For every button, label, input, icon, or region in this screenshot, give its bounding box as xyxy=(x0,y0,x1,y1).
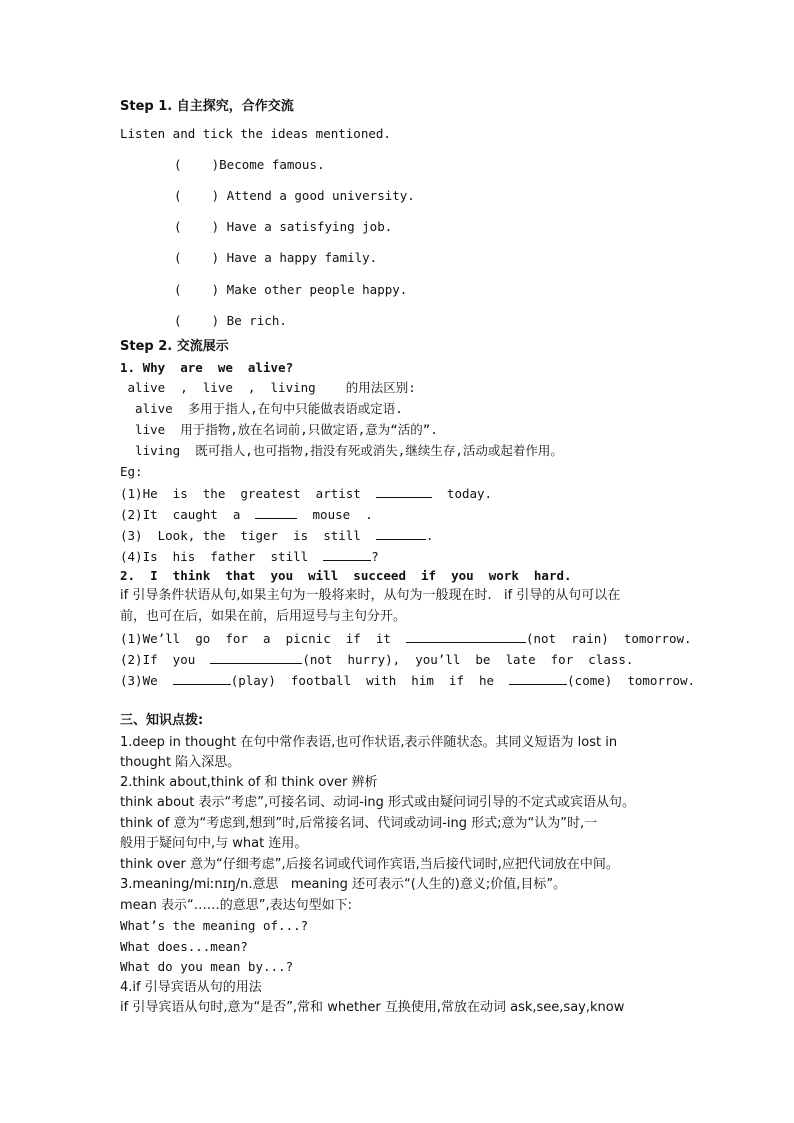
point-2-line-2: think of 意为“考虑到,想到”时,后常接名词、代词或动词-ing 形式;意为“认为”时,一 xyxy=(120,816,598,831)
step2-title: Step 2. 交流展示 xyxy=(120,339,229,354)
point-2-line-4: think over 意为“仔细考虑”,后接名词或代词作宾语,当后接代词时,应把代词放在中间。 xyxy=(120,857,619,872)
option-item: ( ) Have a happy family. xyxy=(174,250,378,265)
point-4-title: 4.if 引导宾语从句的用法 xyxy=(120,980,262,995)
option-item: ( ) Be rich. xyxy=(174,313,287,328)
answer-blank[interactable] xyxy=(210,651,302,664)
point-3-line-3: What’s the meaning of...? xyxy=(120,918,309,933)
exercise-line: (2)It caught a mouse . xyxy=(120,507,373,522)
answer-blank[interactable] xyxy=(376,485,432,498)
exercise-line: (3) Look, the tiger is still . xyxy=(120,528,434,543)
if-note-line-1: if 引导条件状语从句,如果主句为一般将来时，从句为一般现在时. if 引导的从句可以在 xyxy=(120,588,621,603)
alive-note: alive 多用于指人,在句中只能做表语或定语. xyxy=(120,401,403,416)
answer-blank[interactable] xyxy=(255,506,297,519)
answer-blank[interactable] xyxy=(173,672,231,685)
option-item: ( ) Attend a good university. xyxy=(174,188,415,203)
answer-blank[interactable] xyxy=(323,548,371,561)
exercise-line: (2)If you (not hurry), you’ll be late for class. xyxy=(120,652,634,667)
point-2-line-1: think about 表示“考虑”,可接名词、动词-ing 形式或由疑问词引导的不定式或宾语从句。 xyxy=(120,795,636,810)
usage-header: alive , live , living 的用法区别: xyxy=(120,380,416,395)
point-3-line-5: What do you mean by...? xyxy=(120,959,294,974)
option-item: ( ) Make other people happy. xyxy=(174,282,408,297)
living-note: living 既可指人,也可指物,指没有死或消失,继续生存,活动或起着作用。 xyxy=(120,443,563,458)
exercise-line: (1)He is the greatest artist today. xyxy=(120,486,493,501)
answer-blank[interactable] xyxy=(406,630,526,643)
point-3-line-4: What does...mean? xyxy=(120,939,248,954)
answer-blank[interactable] xyxy=(509,672,567,685)
exercise-line: (4)Is his father still ? xyxy=(120,549,379,564)
eg-label: Eg: xyxy=(120,464,143,479)
point-3-line-2: mean 表示“……的意思”,表达句型如下: xyxy=(120,898,352,913)
point-1-line-1: 1.deep in thought 在句中常作表语,也可作状语,表示伴随状态。其同义短语为 lost in xyxy=(120,735,618,750)
if-note-line-2: 前，也可在后，如果在前，后用逗号与主句分开。 xyxy=(120,609,407,624)
option-item: ( )Become famous. xyxy=(174,157,325,172)
point-1-line-2: thought 陷入深思。 xyxy=(120,755,241,770)
point-2-line-3: 般用于疑问句中,与 what 连用。 xyxy=(120,836,308,851)
point-4-line-1: if 引导宾语从句时,意为“是否”,常和 whether 互换使用,常放在动词 ask,see,say,know xyxy=(120,1000,625,1015)
answer-blank[interactable] xyxy=(376,527,426,540)
live-note: live 用于指物,放在名词前,只做定语,意为“活的”. xyxy=(120,422,438,437)
point-2-title: 2.think about,think of 和 think over 辨析 xyxy=(120,775,378,790)
exercise-line: (1)We’ll go for a picnic if it (not rain) tomorrow. xyxy=(120,631,692,646)
question-1-title: 1. Why are we alive? xyxy=(120,360,294,375)
point-3-line-1: 3.meaning/miːnɪŋ/n.意思 meaning 还可表示“(人生的)意义;价值,目标”。 xyxy=(120,877,567,892)
step1-title: Step 1. 自主探究，合作交流 xyxy=(120,99,294,114)
option-item: ( ) Have a satisfying job. xyxy=(174,219,393,234)
question-2-title: 2. I think that you will succeed if you work hard. xyxy=(120,568,572,583)
exercise-line: (3)We (play) football with him if he (come) tomorrow. xyxy=(120,673,696,688)
step1-instruction: Listen and tick the ideas mentioned. xyxy=(120,126,391,141)
section-3-title: 三、知识点拨: xyxy=(120,713,204,728)
